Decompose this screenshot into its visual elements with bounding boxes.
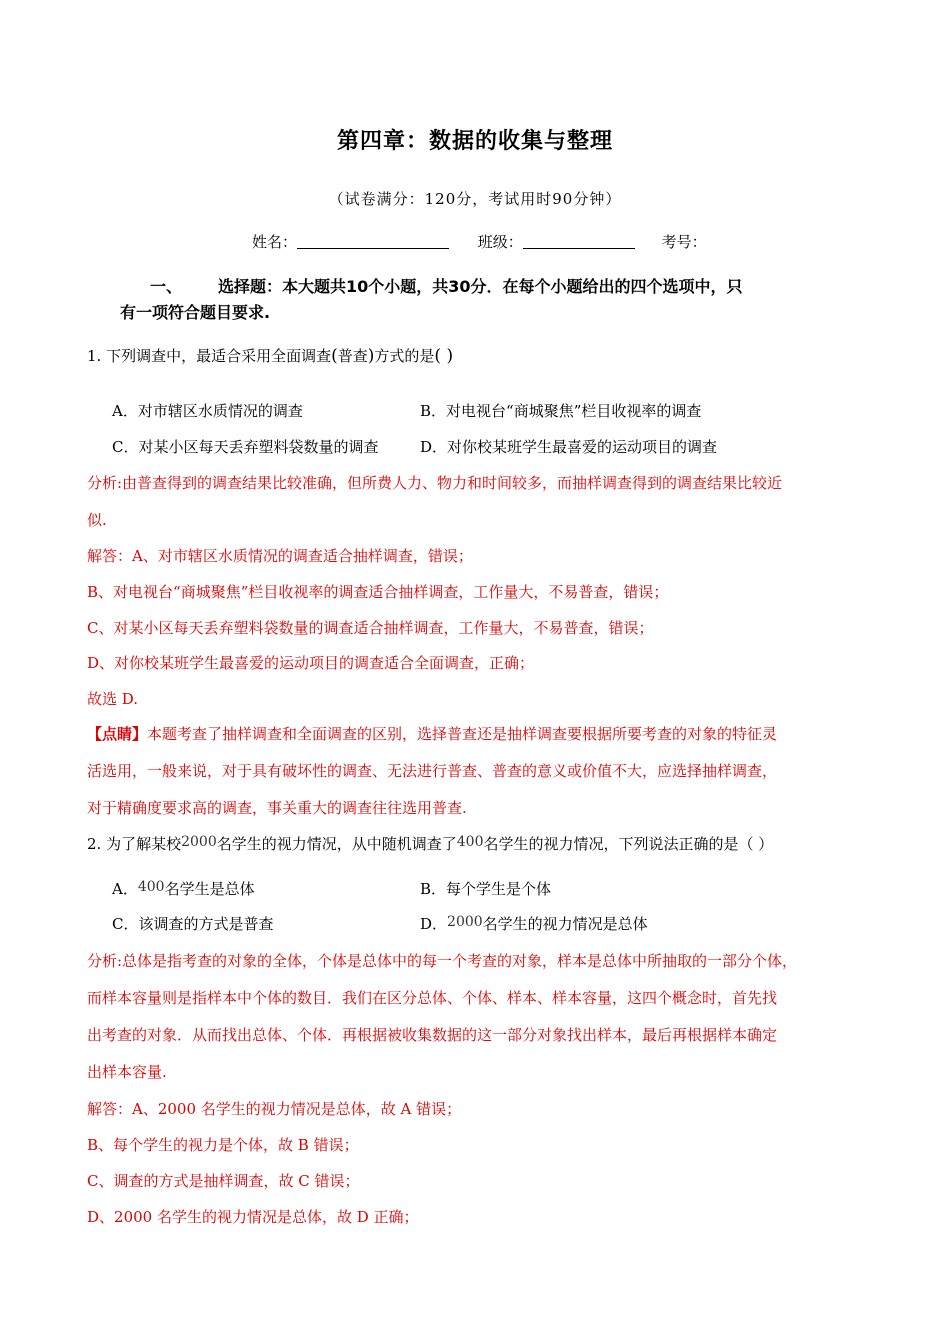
- q2-stem-text-b: 名学生的视力情况，从中随机调查了: [216, 835, 457, 853]
- section-1-heading: [120, 274, 860, 326]
- q2-option-c: C．该调查的方式是普查: [112, 915, 274, 933]
- q2-option-d: [420, 913, 648, 934]
- q2-analysis-2: 而样本容量则是指样本中个体的数目．我们在区分总体、个体、样本、样本容量，这四个概念时，首先找: [87, 989, 778, 1007]
- student-info-line: [252, 231, 707, 252]
- q1-answer-4: D、对你校某班学生最喜爱的运动项目的调查适合全面调查，正确；: [87, 654, 535, 672]
- q2-analysis-1: 分析:总体是指考查的对象的全体，个体是总体中的每一个考查的对象，样本是总体中所抽取的一部分个体，: [87, 952, 798, 970]
- q1-analysis-1: 分析:由普查得到的调查结果比较准确，但所费人力、物力和时间较多，而抽样调查得到的调查结果比较近: [87, 474, 783, 492]
- class-blank[interactable]: [523, 234, 635, 249]
- q2-option-a-num: 400: [137, 879, 165, 895]
- q1-paren-close: ): [367, 346, 375, 366]
- q1-tip-1: [87, 723, 777, 744]
- section-number: 一、: [150, 277, 183, 296]
- section-text-2: 有一项符合题目要求.: [120, 303, 271, 322]
- q1-answer-5: 故选 D.: [87, 690, 139, 708]
- class-label: 班级：: [477, 233, 523, 251]
- q1-answer-3: C、对某小区每天丢弃塑料袋数量的调查适合抽样调查，工作量大，不易普查，错误；: [87, 619, 654, 637]
- q1-tip-2: 活选用，一般来说，对于具有破坏性的调查、无法进行普查、普查的意义或价值不大，应选择抽样调查，: [87, 762, 778, 780]
- q2-answer-1: 解答：A、2000 名学生的视力情况是总体，故 A 错误；: [87, 1100, 462, 1118]
- q2-option-d-prefix: D．: [420, 915, 448, 933]
- tip-label: 【点睛】: [87, 725, 148, 743]
- q1-answer-1: 解答：A、对市辖区水质情况的调查适合抽样调查，错误；: [87, 547, 473, 565]
- q1-answer-2: B、对电视台“商城聚焦”栏目收视率的调查适合抽样调查，工作量大，不易普查，错误；: [87, 583, 669, 601]
- q2-stem-text-c: 名学生的视力情况，下列说法正确的是（ ）: [483, 835, 774, 853]
- q2-option-a-prefix: A．: [112, 880, 138, 898]
- q1-stem-mid: 普查: [337, 347, 368, 365]
- q1-option-c: C．对某小区每天丢弃塑料袋数量的调查: [112, 438, 379, 456]
- q1-stem: [87, 345, 453, 366]
- q1-tip-3: 对于精确度要求高的调查，事关重大的调查往往选用普查.: [87, 799, 467, 817]
- section-text-1: 选择题：本大题共10个小题，共30分．在每个小题给出的四个选项中，只: [218, 277, 743, 296]
- q1-stem-text-a: 1. 下列调查中，最适合采用全面调查: [87, 347, 332, 365]
- name-label: 姓名：: [252, 233, 298, 251]
- q1-option-a: A．对市辖区水质情况的调查: [112, 402, 303, 420]
- q1-analysis-2: 似.: [87, 511, 107, 529]
- q2-answer-3: C、调查的方式是抽样调查，故 C 错误；: [87, 1172, 360, 1190]
- q1-paren-open: (: [331, 346, 338, 366]
- q1-stem-text-b: 方式的是: [374, 347, 435, 365]
- q1-option-b: B．对电视台“商城聚焦”栏目收视率的调查: [420, 402, 702, 420]
- q2-option-d-num: 2000: [447, 914, 483, 930]
- q2-analysis-4: 出样本容量.: [87, 1063, 167, 1081]
- q2-answer-4: D、2000 名学生的视力情况是总体，故 D 正确；: [87, 1208, 419, 1226]
- name-blank[interactable]: [297, 234, 449, 249]
- q2-stem: [87, 833, 773, 854]
- q2-stem-text-a: 2. 为了解某校: [87, 835, 182, 853]
- q2-num-400: 400: [456, 834, 484, 850]
- q2-option-a-text: 名学生是总体: [164, 880, 255, 898]
- page-title: 第四章：数据的收集与整理: [336, 129, 613, 154]
- q1-answer-blank: ( ): [434, 346, 454, 366]
- q2-answer-2: B、每个学生的视力是个体，故 B 错误；: [87, 1136, 359, 1154]
- q1-option-d: D．对你校某班学生最喜爱的运动项目的调查: [420, 438, 718, 456]
- q2-option-d-text: 名学生的视力情况是总体: [482, 915, 648, 933]
- q2-num-2000: 2000: [181, 834, 217, 850]
- q2-analysis-3: 出考查的对象．从而找出总体、个体．再根据被收集数据的这一部分对象找出样本，最后再根据样本确定: [87, 1026, 778, 1044]
- q2-option-b: B．每个学生是个体: [420, 880, 552, 898]
- exam-info: （试卷满分：120分，考试用时90分钟）: [328, 190, 622, 208]
- q2-option-a: [112, 878, 255, 899]
- exam-number-label: 考号：: [661, 233, 707, 251]
- tip-text-1: 本题考查了抽样调查和全面调查的区别，选择普查还是抽样调查要根据所要考查的对象的特征灵: [147, 725, 778, 743]
